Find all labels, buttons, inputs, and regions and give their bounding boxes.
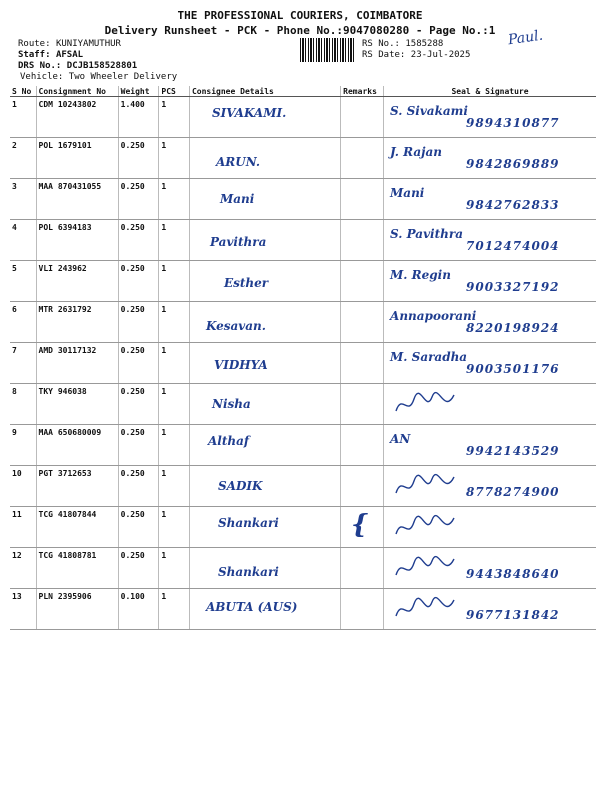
signature-phone: 9842762833 xyxy=(466,198,560,212)
remarks-cell xyxy=(341,261,384,302)
consignment-cell: CDM 10243802 xyxy=(36,97,118,138)
weight-cell: 0.250 xyxy=(118,261,159,302)
consignment-cell: VLI 243962 xyxy=(36,261,118,302)
table-row xyxy=(10,425,596,466)
weight-cell: 0.250 xyxy=(118,138,159,179)
weight-cell: 0.250 xyxy=(118,466,159,507)
consignment-cell: POL 1679101 xyxy=(36,138,118,179)
consignee-cell xyxy=(189,425,340,466)
consignment-cell: TCG 41807844 xyxy=(36,507,118,548)
weight-cell: 0.250 xyxy=(118,302,159,343)
consignee-cell xyxy=(189,343,340,384)
consignment-cell: PGT 3712653 xyxy=(36,466,118,507)
table-row xyxy=(10,220,596,261)
pcs-cell: 1 xyxy=(159,302,190,343)
sno-cell: 7 xyxy=(10,343,36,384)
consignment-cell: PLN 2395906 xyxy=(36,589,118,630)
remarks-cell xyxy=(341,466,384,507)
runsheet-table xyxy=(10,86,596,630)
consignee-handwriting: Nisha xyxy=(211,397,251,411)
consignee-cell xyxy=(189,384,340,425)
signature-phone: 9003327192 xyxy=(466,280,560,294)
table-row xyxy=(10,97,596,138)
col-consignee: Consignee Details xyxy=(189,86,340,97)
remark-mark: { xyxy=(351,510,368,540)
consignee-handwriting: ARUN. xyxy=(215,155,261,169)
consignee-handwriting: Esther xyxy=(223,276,269,290)
remarks-cell xyxy=(341,220,384,261)
consignee-handwriting: Shankari xyxy=(217,565,279,579)
signature-phone: 9894310877 xyxy=(466,116,560,130)
pcs-cell: 1 xyxy=(159,138,190,179)
consignee-cell xyxy=(189,466,340,507)
pcs-cell: 1 xyxy=(159,179,190,220)
signature-phone: 9003501176 xyxy=(466,362,560,376)
consignee-cell xyxy=(189,220,340,261)
pcs-cell: 1 xyxy=(159,548,190,589)
table-row xyxy=(10,138,596,179)
seal-signature-cell xyxy=(384,97,596,138)
sno-cell: 12 xyxy=(10,548,36,589)
consignee-cell xyxy=(189,138,340,179)
col-weight: Weight xyxy=(118,86,159,97)
pcs-cell: 1 xyxy=(159,343,190,384)
barcode-image xyxy=(300,38,356,62)
signature-name: Mani xyxy=(390,186,425,200)
pcs-cell: 1 xyxy=(159,425,190,466)
weight-cell: 0.250 xyxy=(118,179,159,220)
consignment-cell: MTR 2631792 xyxy=(36,302,118,343)
consignee-cell xyxy=(189,302,340,343)
signature-phone: 9677131842 xyxy=(466,608,560,622)
seal-signature-cell xyxy=(384,343,596,384)
pcs-cell: 1 xyxy=(159,97,190,138)
table-row xyxy=(10,589,596,630)
seal-signature-cell xyxy=(384,589,596,630)
pcs-cell: 1 xyxy=(159,589,190,630)
signature-name: AN xyxy=(390,432,411,446)
handwritten-note: Paul. xyxy=(507,27,545,49)
signature-name: S. Sivakami xyxy=(390,104,468,118)
consignee-cell xyxy=(189,179,340,220)
sno-cell: 13 xyxy=(10,589,36,630)
consignment-cell: TCG 41808781 xyxy=(36,548,118,589)
remarks-cell xyxy=(341,548,384,589)
consignee-handwriting: Kesavan. xyxy=(205,319,266,333)
weight-cell: 1.400 xyxy=(118,97,159,138)
seal-signature-cell xyxy=(384,302,596,343)
rs-no-line: RS No.: 1585288 xyxy=(362,39,444,49)
sno-cell: 9 xyxy=(10,425,36,466)
signature-phone: 9443848640 xyxy=(466,567,560,581)
signature-name: S. Pavithra xyxy=(390,227,463,241)
signature-phone: 8778274900 xyxy=(466,485,560,499)
table-row xyxy=(10,466,596,507)
signature-name: Annapoorani xyxy=(390,309,477,323)
weight-cell: 0.250 xyxy=(118,548,159,589)
consignee-handwriting: SADIK xyxy=(217,479,263,493)
seal-signature-cell xyxy=(384,261,596,302)
consignee-cell xyxy=(189,589,340,630)
sno-cell: 1 xyxy=(10,97,36,138)
signature-scribble xyxy=(392,594,462,624)
signature-scribble xyxy=(392,389,462,419)
table-row xyxy=(10,179,596,220)
consignee-handwriting: Shankari xyxy=(217,516,279,530)
table-row xyxy=(10,507,596,548)
col-consignment: Consignment No xyxy=(36,86,118,97)
vehicle-line: Vehicle: Two Wheeler Delivery xyxy=(20,72,178,82)
signature-phone: 9942143529 xyxy=(466,444,560,458)
remarks-cell xyxy=(341,589,384,630)
route-value: KUNIYAMUTHUR xyxy=(55,39,121,49)
route-line: Route: KUNIYAMUTHUR xyxy=(18,39,121,49)
signature-phone: 9842869889 xyxy=(466,157,560,171)
weight-cell: 0.250 xyxy=(118,220,159,261)
table-row xyxy=(10,548,596,589)
seal-signature-cell xyxy=(384,466,596,507)
consignee-cell xyxy=(189,261,340,302)
seal-signature-cell xyxy=(384,179,596,220)
pcs-cell: 1 xyxy=(159,220,190,261)
seal-signature-cell xyxy=(384,220,596,261)
sno-cell: 3 xyxy=(10,179,36,220)
seal-signature-cell xyxy=(384,548,596,589)
table-row xyxy=(10,302,596,343)
drs-line: DRS No.: DCJB158528801 xyxy=(18,61,138,71)
consignee-handwriting: ABUTA (AUS) xyxy=(205,600,298,614)
weight-cell: 0.100 xyxy=(118,589,159,630)
remarks-cell xyxy=(341,425,384,466)
rs-date-line: RS Date: 23-Jul-2025 xyxy=(362,50,471,60)
signature-scribble xyxy=(392,553,462,583)
remarks-cell xyxy=(341,138,384,179)
signature-name: M. Saradha xyxy=(390,350,468,364)
consignee-cell xyxy=(189,97,340,138)
sno-cell: 2 xyxy=(10,138,36,179)
col-pcs: PCS xyxy=(159,86,190,97)
seal-signature-cell xyxy=(384,507,596,548)
pcs-cell: 1 xyxy=(159,384,190,425)
signature-phone: 8220198924 xyxy=(466,321,560,335)
consignee-handwriting: Mani xyxy=(219,192,255,206)
table-row xyxy=(10,343,596,384)
signature-name: J. Rajan xyxy=(390,145,442,159)
weight-cell: 0.250 xyxy=(118,425,159,466)
remarks-cell xyxy=(341,302,384,343)
seal-signature-cell xyxy=(384,425,596,466)
sno-cell: 6 xyxy=(10,302,36,343)
seal-signature-cell xyxy=(384,384,596,425)
signature-name: M. Regin xyxy=(390,268,451,282)
sno-cell: 5 xyxy=(10,261,36,302)
sno-cell: 8 xyxy=(10,384,36,425)
consignee-handwriting: Althaf xyxy=(207,434,250,448)
staff-line: Staff: AFSAL xyxy=(18,50,84,60)
sno-cell: 11 xyxy=(10,507,36,548)
consignment-cell: MAA 870431055 xyxy=(36,179,118,220)
signature-scribble xyxy=(392,512,462,542)
pcs-cell: 1 xyxy=(159,261,190,302)
consignment-cell: POL 6394183 xyxy=(36,220,118,261)
seal-signature-cell xyxy=(384,138,596,179)
staff-value: AFSAL xyxy=(55,50,84,60)
consignee-handwriting: SIVAKAMI. xyxy=(211,106,287,120)
remarks-cell xyxy=(341,343,384,384)
col-remarks: Remarks xyxy=(341,86,384,97)
remarks-cell xyxy=(341,97,384,138)
consignee-handwriting: Pavithra xyxy=(209,235,267,249)
runsheet-subtitle: Delivery Runsheet - PCK - Phone No.:9047080280 - Page No.:1 xyxy=(104,24,496,37)
drs-value: DCJB158528801 xyxy=(66,61,138,71)
signature-scribble xyxy=(392,471,462,501)
table-row xyxy=(10,261,596,302)
consignment-cell: TKY 946038 xyxy=(36,384,118,425)
weight-cell: 0.250 xyxy=(118,343,159,384)
consignment-cell: MAA 650680009 xyxy=(36,425,118,466)
pcs-cell: 1 xyxy=(159,466,190,507)
remarks-cell xyxy=(341,507,384,548)
sno-cell: 4 xyxy=(10,220,36,261)
weight-cell: 0.250 xyxy=(118,384,159,425)
col-seal-signature: Seal & Signature xyxy=(384,86,596,97)
rs-no-value: 1585288 xyxy=(405,39,444,49)
pcs-cell: 1 xyxy=(159,507,190,548)
vehicle-value: Two Wheeler Delivery xyxy=(68,72,178,82)
remarks-cell xyxy=(341,179,384,220)
table-row xyxy=(10,384,596,425)
rs-date-value: 23-Jul-2025 xyxy=(410,50,471,60)
col-sno: S No xyxy=(10,86,36,97)
consignee-cell xyxy=(189,548,340,589)
consignee-handwriting: VIDHYA xyxy=(213,358,268,372)
remarks-cell xyxy=(341,384,384,425)
sno-cell: 10 xyxy=(10,466,36,507)
table-header-row xyxy=(10,86,596,97)
consignee-cell xyxy=(189,507,340,548)
consignment-cell: AMD 30117132 xyxy=(36,343,118,384)
weight-cell: 0.250 xyxy=(118,507,159,548)
company-title: THE PROFESSIONAL COURIERS, COIMBATORE xyxy=(177,9,423,22)
signature-phone: 7012474004 xyxy=(466,239,560,253)
